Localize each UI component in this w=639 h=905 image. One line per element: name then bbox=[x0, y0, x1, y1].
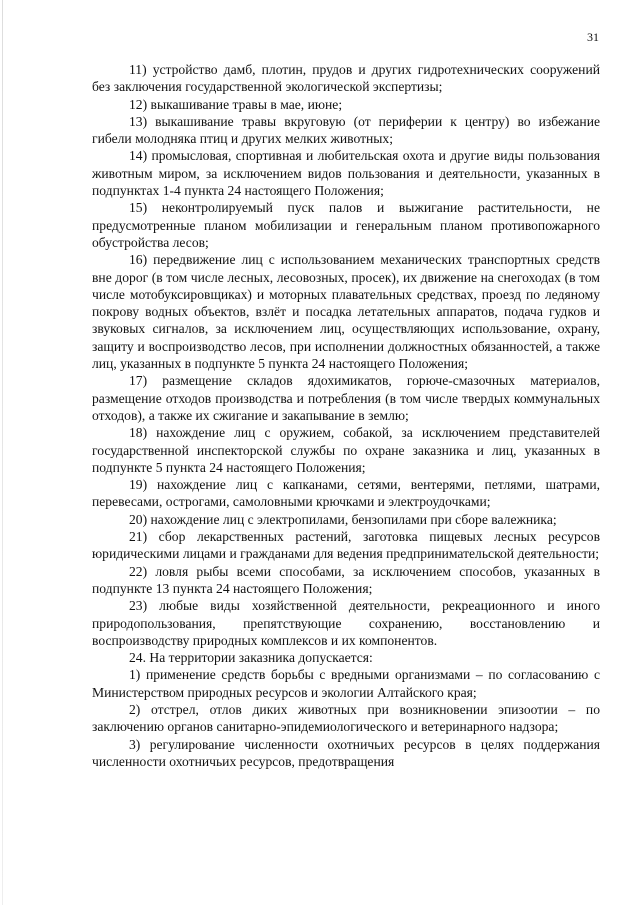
paragraph-item-16: 16) передвижение лиц с использованием механических транспортных средств вне дорог (в том числе лесных, лесовозных, просек), их движение на снегоходах (в том числе мотобуксировщиках) и моторных плавательных средствах, проезд по ледяному покрову водных объектов, взлёт и посадка летательных аппаратов, подача гудков и звуковых сигналов, за исключением лиц, осуществляющих использование, охрану, защиту и воспроизводство лесов, при исполнении должностных обязанностей, а также лиц, указанных в подпункте 5 пункта 24 настоящего Положения; bbox=[92, 252, 600, 372]
allowed-item-2: 2) отстрел, отлов диких животных при возникновении эпизоотии – по заключению органов санитарно-эпидемиологического и ветеринарного надзора; bbox=[92, 701, 600, 735]
allowed-item-3: 3) регулирование численности охотничьих ресурсов в целях поддержания численности охотничьих ресурсов, предотвращения bbox=[92, 736, 600, 769]
page-number: 31 bbox=[587, 30, 599, 44]
paragraph-item-18: 18) нахождение лиц с оружием, собакой, за исключением представителей государственной инспекторской службы по охране заказника и лиц, указанных в подпункте 5 пункта 24 настоящего Положения; bbox=[92, 425, 600, 475]
paragraph-item-20: 20) нахождение лиц с электропилами, бензопилами при сборе валежника; bbox=[129, 511, 557, 527]
paragraph-item-17: 17) размещение складов ядохимикатов, горюче-смазочных материалов, размещение отходов производства и потребления (в том числе твердых коммунальных отходов), а также их сжигание и закапывание в землю; bbox=[92, 373, 600, 423]
document-body bbox=[92, 61, 600, 770]
paragraph-item-21: 21) сбор лекарственных растений, заготовка пищевых лесных ресурсов юридическими лицами и гражданами для ведения предпринимательской деятельности; bbox=[92, 529, 600, 562]
paragraph-item-12: 12) выкашивание травы в мае, июне; bbox=[129, 96, 343, 112]
paragraph-item-11: 11) устройство дамб, плотин, прудов и других гидротехнических сооружений без заключения государственной экологической экспертизы; bbox=[92, 62, 600, 95]
paragraph-item-23: 23) любые виды хозяйственной деятельности, рекреационного и иного природопользования, препятствующие сохранению, восстановлению и воспроизводству природных комплексов и их компонентов. bbox=[92, 598, 600, 648]
paragraph-item-14: 14) промысловая, спортивная и любительская охота и другие виды пользования животным миром, за исключением видов пользования и деятельности, указанных в подпунктах 1-4 пункта 24 настоящего Положения; bbox=[92, 148, 600, 199]
paragraph-item-15: 15) неконтролируемый пуск палов и выжигание растительности, не предусмотренные планом мобилизации и генеральным планом противопожарного обустройства лесов; bbox=[92, 200, 600, 250]
paragraph-item-22: 22) ловля рыбы всеми способами, за исключением способов, указанных в подпункте 13 пункта 24 настоящего Положения; bbox=[92, 563, 600, 596]
allowed-item-1: 1) применение средств борьбы с вредными организмами – по согласованию с Министерством природных ресурсов и экологии Алтайского края; bbox=[92, 667, 600, 700]
section-heading-24: 24. На территории заказника допускается: bbox=[129, 650, 373, 666]
paragraph-item-13: 13) выкашивание травы вкруговую (от периферии к центру) во избежание гибели молодняка птиц и других мелких животных; bbox=[92, 113, 600, 147]
scan-edge bbox=[2, 0, 3, 905]
paragraph-item-19: 19) нахождение лиц с капканами, сетями, вентерями, петлями, шатрами, перевесами, острогами, самоловными крючками и электроудочками; bbox=[92, 477, 600, 510]
